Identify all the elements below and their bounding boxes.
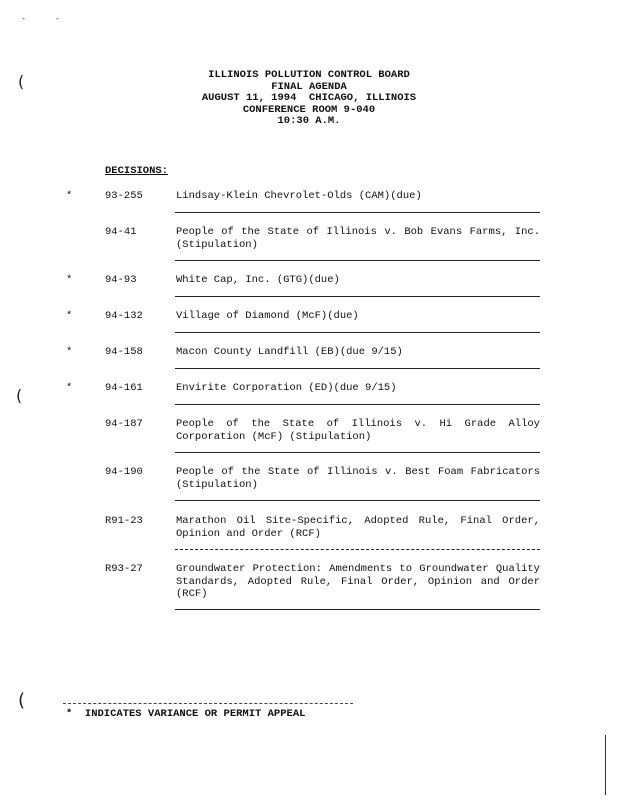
case-number: 94-161 [105,382,143,394]
hole-punch-mark-top: ( [18,72,25,91]
case-description: Macon County Landfill (EB)(due 9/15) [176,346,403,358]
variance-marker: * [66,274,73,286]
case-number: 94-190 [105,466,143,478]
case-number: R93-27 [105,563,143,575]
case-description: Groundwater Protection: Amendments to Groundwater Quality Standards, Adopted Rule, Final Order, Opinion and Order (RCF) [176,563,540,600]
decisions-heading: DECISIONS: [105,165,169,177]
case-description: Envirite Corporation (ED)(due 9/15) [176,382,397,394]
case-description: Marathon Oil Site-Specific, Adopted Rule, Final Order, Opinion and Order (RCF) [176,515,540,540]
hole-punch-mark-middle: ( [16,386,23,405]
entry-rule [175,212,540,213]
scan-edge-line [605,735,606,795]
time: 10:30 A.M. [277,115,341,127]
date-location: AUGUST 11, 1994 CHICAGO, ILLINOIS [201,92,417,104]
case-number: 94-187 [105,418,143,430]
entry-rule [175,296,540,297]
case-number: R91-23 [105,515,143,527]
case-number: 94-93 [105,274,137,286]
variance-marker: * [66,382,73,394]
variance-marker: * [66,310,73,322]
hole-punch-mark-bottom: ( [18,690,26,711]
case-description: People of the State of Illinois v. Hi Grade Alloy Corporation (McF) (Stipulation) [176,418,540,443]
room: CONFERENCE ROOM 9-040 [242,103,376,116]
entry-rule [175,332,540,333]
case-number: 94-132 [105,310,143,322]
case-description: Village of Diamond (McF)(due) [176,310,359,322]
entry-rule [175,500,540,501]
case-description: People of the State of Illinois v. Best Foam Fabricators (Stipulation) [176,466,540,491]
entry-rule [175,549,540,550]
case-number: 93-255 [105,190,143,202]
case-description: People of the State of Illinois v. Bob Evans Farms, Inc. (Stipulation) [176,226,540,251]
scan-mark-top: - [56,14,59,23]
entry-rule [175,452,540,453]
case-description: Lindsay-Klein Chevrolet-Olds (CAM)(due) [176,190,422,202]
case-description: White Cap, Inc. (GTG)(due) [176,274,340,286]
agenda-header [0,70,618,128]
entry-rule [175,404,540,405]
entry-rule [175,260,540,261]
case-number: 94-41 [105,226,137,238]
board-name: ILLINOIS POLLUTION CONTROL BOARD [208,69,410,81]
case-number: 94-158 [105,346,143,358]
footer-legend: * INDICATES VARIANCE OR PERMIT APPEAL [66,708,306,720]
agenda-title: FINAL AGENDA [271,80,347,93]
variance-marker: * [66,346,73,358]
footer-rule [63,703,353,704]
entry-rule [175,609,540,610]
entry-rule [175,368,540,369]
variance-marker: * [66,190,73,202]
scan-mark-top-left: - [22,14,25,23]
